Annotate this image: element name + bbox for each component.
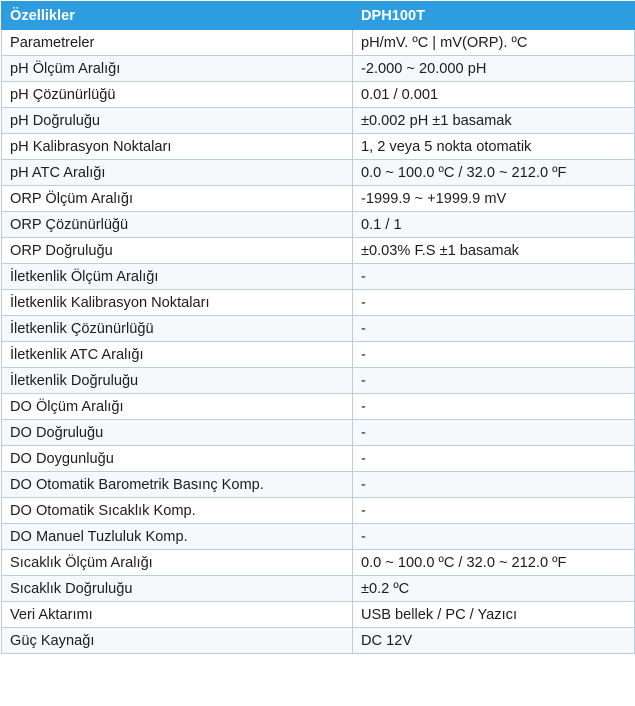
spec-label-cell: DO Otomatik Barometrik Basınç Komp. <box>2 472 353 498</box>
spec-label-cell: ORP Çözünürlüğü <box>2 212 353 238</box>
spec-label-cell: DO Ölçüm Aralığı <box>2 394 353 420</box>
table-row <box>2 472 635 498</box>
table-row <box>2 56 635 82</box>
spec-label-cell: Parametreler <box>2 30 353 56</box>
spec-label-cell: DO Manuel Tuzluluk Komp. <box>2 524 353 550</box>
table-row <box>2 108 635 134</box>
spec-label-cell: İletkenlik Doğruluğu <box>2 368 353 394</box>
spec-label-cell: pH ATC Aralığı <box>2 160 353 186</box>
spec-value-cell: - <box>353 316 635 342</box>
spec-value-cell: - <box>353 264 635 290</box>
table-row <box>2 394 635 420</box>
spec-label-cell: pH Çözünürlüğü <box>2 82 353 108</box>
spec-value-cell: - <box>353 368 635 394</box>
table-row <box>2 290 635 316</box>
spec-value-cell: - <box>353 290 635 316</box>
spec-label-cell: pH Ölçüm Aralığı <box>2 56 353 82</box>
spec-label-cell: Sıcaklık Ölçüm Aralığı <box>2 550 353 576</box>
spec-value-cell: 0.0 ~ 100.0 ºC / 32.0 ~ 212.0 ºF <box>353 160 635 186</box>
spec-value-cell: - <box>353 420 635 446</box>
spec-label-cell: ORP Ölçüm Aralığı <box>2 186 353 212</box>
spec-value-cell: - <box>353 498 635 524</box>
header-cell-features: Özellikler <box>2 2 353 30</box>
spec-value-cell: 0.1 / 1 <box>353 212 635 238</box>
spec-value-cell: USB bellek / PC / Yazıcı <box>353 602 635 628</box>
spec-value-cell: -2.000 ~ 20.000 pH <box>353 56 635 82</box>
spec-label-cell: İletkenlik Kalibrasyon Noktaları <box>2 290 353 316</box>
spec-value-cell: DC 12V <box>353 628 635 654</box>
spec-value-cell: -1999.9 ~ +1999.9 mV <box>353 186 635 212</box>
spec-value-cell: - <box>353 446 635 472</box>
spec-value-cell: pH/mV. ºC | mV(ORP). ºC <box>353 30 635 56</box>
table-row <box>2 316 635 342</box>
spec-label-cell: Güç Kaynağı <box>2 628 353 654</box>
table-row <box>2 420 635 446</box>
table-row <box>2 186 635 212</box>
table-row <box>2 446 635 472</box>
spec-label-cell: pH Kalibrasyon Noktaları <box>2 134 353 160</box>
table-row <box>2 602 635 628</box>
table-row <box>2 30 635 56</box>
table-row <box>2 342 635 368</box>
spec-value-cell: - <box>353 342 635 368</box>
spec-value-cell: ±0.03% F.S ±1 basamak <box>353 238 635 264</box>
spec-label-cell: DO Doğruluğu <box>2 420 353 446</box>
spec-value-cell: 1, 2 veya 5 nokta otomatik <box>353 134 635 160</box>
spec-label-cell: Veri Aktarımı <box>2 602 353 628</box>
table-row <box>2 576 635 602</box>
table-header <box>2 2 635 30</box>
header-row <box>2 2 635 30</box>
table-row <box>2 134 635 160</box>
specifications-table <box>1 1 635 654</box>
table-row <box>2 368 635 394</box>
spec-label-cell: ORP Doğruluğu <box>2 238 353 264</box>
spec-value-cell: - <box>353 394 635 420</box>
spec-label-cell: DO Doygunluğu <box>2 446 353 472</box>
spec-value-cell: 0.0 ~ 100.0 ºC / 32.0 ~ 212.0 ºF <box>353 550 635 576</box>
spec-label-cell: Sıcaklık Doğruluğu <box>2 576 353 602</box>
table-row <box>2 82 635 108</box>
table-row <box>2 212 635 238</box>
table-row <box>2 238 635 264</box>
spec-label-cell: pH Doğruluğu <box>2 108 353 134</box>
table-row <box>2 550 635 576</box>
spec-value-cell: - <box>353 524 635 550</box>
spec-value-cell: 0.01 / 0.001 <box>353 82 635 108</box>
header-cell-model: DPH100T <box>353 2 635 30</box>
table-row <box>2 628 635 654</box>
table-row <box>2 498 635 524</box>
spec-label-cell: İletkenlik Çözünürlüğü <box>2 316 353 342</box>
table-body <box>2 30 635 654</box>
spec-label-cell: DO Otomatik Sıcaklık Komp. <box>2 498 353 524</box>
spec-value-cell: - <box>353 472 635 498</box>
table-row <box>2 160 635 186</box>
spec-value-cell: ±0.2 ºC <box>353 576 635 602</box>
spec-label-cell: İletkenlik ATC Aralığı <box>2 342 353 368</box>
spec-value-cell: ±0.002 pH ±1 basamak <box>353 108 635 134</box>
table-row <box>2 264 635 290</box>
table-row <box>2 524 635 550</box>
spec-label-cell: İletkenlik Ölçüm Aralığı <box>2 264 353 290</box>
